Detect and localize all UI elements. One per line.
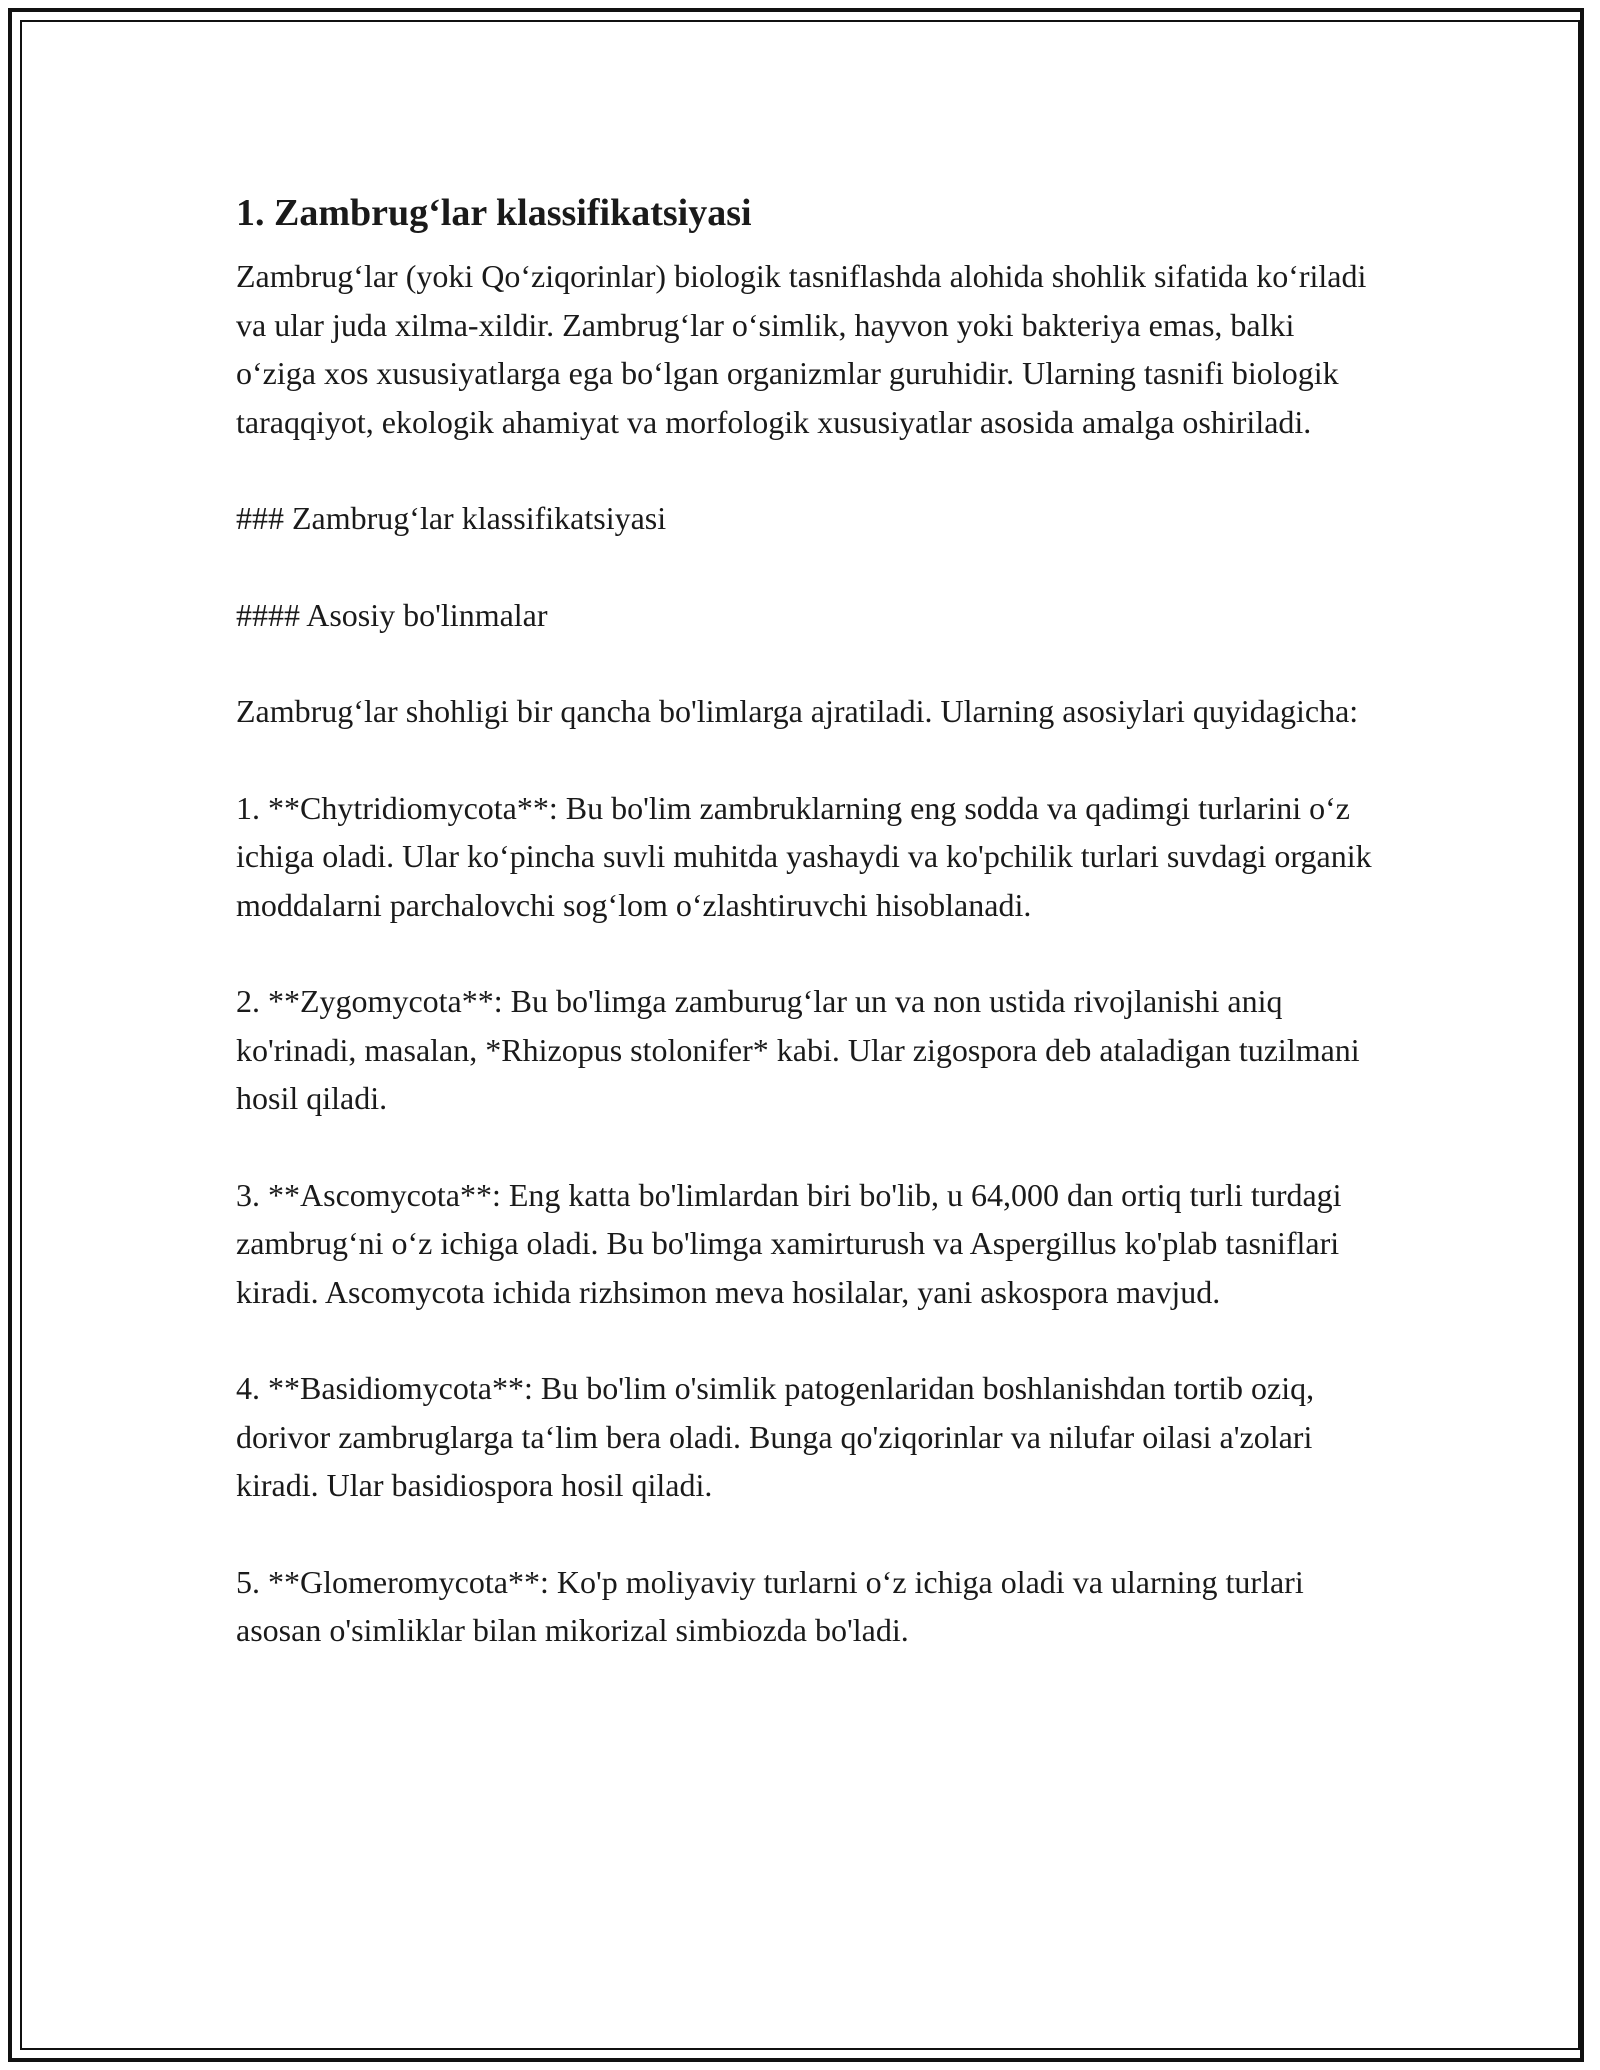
- section-heading-text: ### Zambrug‘lar klassifikatsiyasi: [236, 500, 667, 536]
- document-title: 1. Zambrug‘lar klassifikatsiyasi: [236, 192, 752, 234]
- list-item-basidiomycota: 4. **Basidiomycota**: Bu bo'lim o'simlik patogenlaridan boshlanishdan tortib oziq, dorivor zambruglarga ta‘lim bera oladi. Bunga qo'ziqorinlar va nilufar oilasi a'zolari kiradi. Ular basidiospora hosil qiladi.: [236, 1370, 1315, 1503]
- lead-paragraph: Zambrug‘lar shohligi bir qancha bo'limlarga ajratiladi. Ularning asosiylari quyidagicha:: [236, 693, 1359, 729]
- list-item-ascomycota: 3. **Ascomycota**: Eng katta bo'limlardan biri bo'lib, u 64,000 dan ortiq turli turdagi zambrug‘ni o‘z ichiga oladi. Bu bo'limga xamirturush va Aspergillus ko'plab tasniflari kiradi. Ascomycota ichida rizhsimon meva hosilalar, yani askospora mavjud.: [236, 1176, 1342, 1310]
- list-item-zygomycota: 2. **Zygomycota**: Bu bo'limga zamburug‘lar un va non ustida rivojlanishi aniq ko'rinadi, masalan, *Rhizopus stolonifer* kabi. Ular zigospora deb ataladigan tuzilmani hosil qiladi.: [236, 983, 1360, 1116]
- subsection-heading-text: #### Asosiy bo'linmalar: [236, 596, 548, 633]
- list-item-glomeromycota: 5. **Glomeromycota**: Ko'p moliyaviy turlarni o‘z ichiga oladi va ularning turlari asosan o'simliklar bilan mikorizal simbiozda bo'ladi.: [236, 1563, 1304, 1648]
- list-item-chytridiomycota: 1. **Chytridiomycota**: Bu bo'lim zambruklarning eng sodda va qadimgi turlarini o‘z ichiga oladi. Ular ko‘pincha suvli muhitda yashaydi va ko'pchilik turlari suvdagi organik moddalarni parchalovchi sog‘lom o‘zlashtiruvchi hisoblanadi.: [236, 789, 1372, 923]
- document-body: [236, 184, 1376, 1655]
- intro-paragraph: Zambrug‘lar (yoki Qo‘ziqorinlar) biologik tasniflashda alohida shohlik sifatida ko‘riladi va ular juda xilma-xildir. Zambrug‘lar o‘simlik, hayvon yoki bakteriya emas, balki o‘ziga xos xususiyatlarga ega bo‘lgan organizmlar guruhidir. Ularning tasnifi biologik taraqqiyot, ekologik ahamiyat va morfologik xususiyatlar asosida amalga oshiriladi.: [236, 258, 1367, 440]
